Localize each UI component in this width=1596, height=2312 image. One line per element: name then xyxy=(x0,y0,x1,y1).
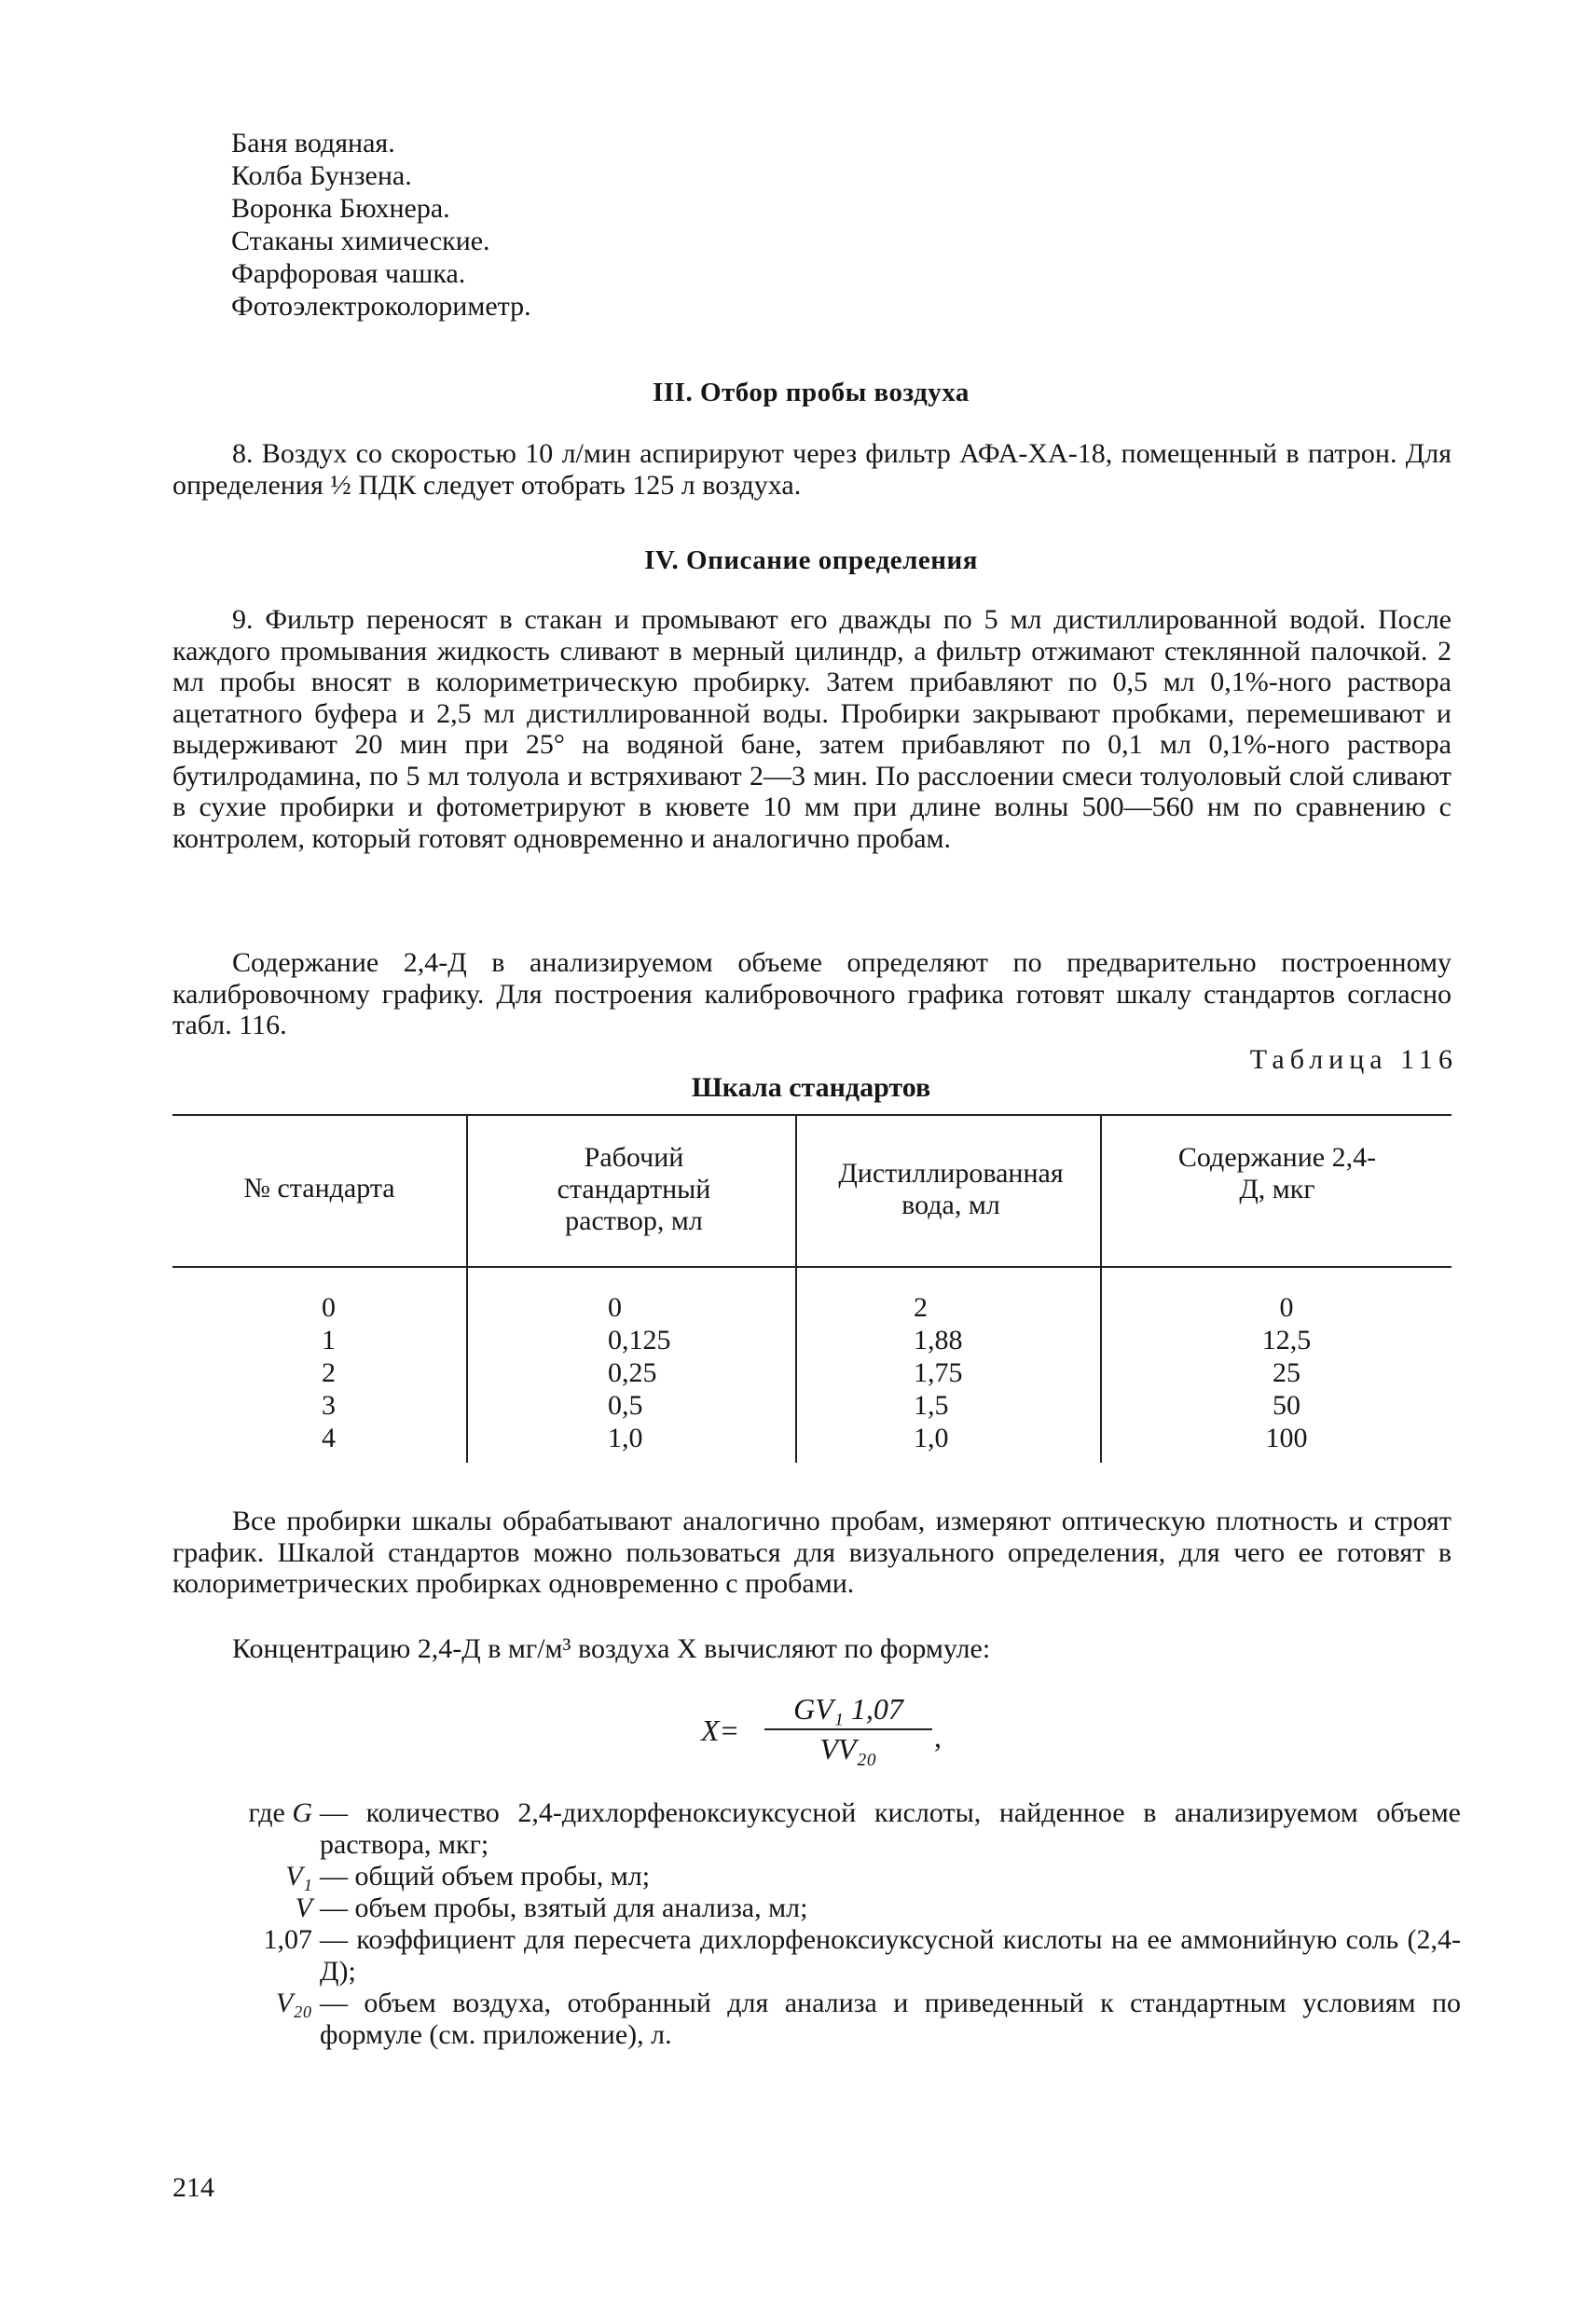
list-item: Колба Бунзена. xyxy=(231,160,412,191)
formula-numerator: GV₁ 1,07 xyxy=(764,1692,932,1730)
definition-symbol: V xyxy=(295,1892,312,1923)
definition-text: — коэффициент для пересчета дихлорфеноксиуксусной кислоты на ее аммонийную соль (2,4-Д); xyxy=(320,1924,1461,1987)
list-item: Фотоэлектроколориметр. xyxy=(231,291,531,322)
table-header-content: Содержание 2,4-Д, мкг xyxy=(1177,1142,1377,1204)
definition-symbol: V₁ xyxy=(285,1861,312,1892)
formula-denominator: VV₂₀ xyxy=(819,1732,877,1766)
table-title: Шкала стандартов xyxy=(691,1072,931,1103)
formula-lhs: X= xyxy=(701,1713,740,1747)
table-column-solution xyxy=(608,1291,671,1454)
definition-symbol: V₂₀ xyxy=(275,1988,312,2018)
table-label: Таблица 116 xyxy=(1249,1044,1458,1075)
table-header-rule xyxy=(172,1266,1452,1268)
list-item: Стаканы химические. xyxy=(231,226,490,256)
page-number: 214 xyxy=(172,2172,214,2203)
table-header-number: № стандарта xyxy=(243,1173,395,1204)
table-cell: 12,5 xyxy=(1261,1325,1312,1356)
table-cell: 1,88 xyxy=(914,1325,963,1356)
list-item: Баня водяная. xyxy=(231,128,395,158)
definition-text: — общий объем пробы, мл; xyxy=(320,1861,651,1892)
table-cell: 0 xyxy=(608,1292,622,1323)
table-cell: 1,0 xyxy=(914,1423,949,1453)
table-header-solution: Рабочий стандартный раствор, мл xyxy=(557,1142,711,1236)
table-column-content xyxy=(1240,1291,1333,1454)
list-item: Фарфоровая чашка. xyxy=(231,258,466,289)
paragraph-formula-intro: Концентрацию 2,4-Д в мг/м³ воздуха X вычисляют по формуле: xyxy=(232,1633,991,1664)
definition-prefix: где xyxy=(248,1797,285,1828)
definition-symbol: 1,07 xyxy=(263,1924,312,1955)
section-4-heading: IV. Описание определения xyxy=(644,545,978,575)
paragraph-content: Содержание 2,4-Д в анализируемом объеме определяют по предварительно построенному калибровочному графику. Для построения калибровочного графика готовят шкалу стандартов согласно табл. 116. xyxy=(172,947,1452,1040)
table-cell: 3 xyxy=(322,1390,336,1421)
table-cell: 2 xyxy=(914,1292,928,1323)
table-top-rule xyxy=(172,1114,1452,1116)
table-cell: 0,25 xyxy=(608,1357,657,1388)
list-item: Воронка Бюхнера. xyxy=(231,193,450,224)
table-cell: 1,75 xyxy=(914,1357,963,1388)
paragraph-8: 8. Воздух со скоростью 10 л/мин аспирируют через фильтр АФА-ХА-18, помещенный в патрон. Для определения ½ ПДК следует отобрать 125 л воздуха. xyxy=(172,438,1452,501)
table-column-number xyxy=(280,1291,336,1454)
definition-text: — объем воздуха, отобранный для анализа и приведенный к стандартным условиям по формуле (см. приложение), л. xyxy=(320,1988,1461,2050)
table-column-divider xyxy=(795,1116,797,1463)
table-cell: 1 xyxy=(322,1325,336,1356)
table-cell: 1,0 xyxy=(608,1423,643,1453)
paragraph-after-table: Все пробирки шкалы обрабатывают аналогично пробам, измеряют оптическую плотность и строят график. Шкалой стандартов можно пользоваться для визуального определения, для чего ее готовят в колориметрических пробирках одновременно с пробами. xyxy=(172,1506,1452,1599)
table-cell: 1,5 xyxy=(914,1390,949,1421)
table-cell: 100 xyxy=(1265,1423,1308,1453)
table-cell: 0 xyxy=(322,1292,336,1323)
formula-fraction xyxy=(764,1692,932,1767)
paragraph-9: 9. Фильтр переносят в стакан и промывают его дважды по 5 мл дистиллированной водой. После каждого промывания жидкость сливают в мерный цилиндр, а фильтр отжимают стеклянной палочкой. 2 мл пробы вносят в колориметрическую пробирку. Затем прибавляют по 0,5 мл 0,1%-ного раствора ацетатного буфера и 2,5 мл дистиллированной воды. Пробирки закрывают пробками, перемешивают и выдерживают 20 мин при 25° на водяной бане, затем прибавляют по 0,1 мл 0,1%-ного раствора бутилродамина, по 5 мл толуола и встряхивают 2—3 мин. По расслоении смеси толуоловый слой сливают в сухие пробирки и фотометрируют в кювете 10 мм при длине волны 500—560 нм по сравнению с контролем, который готовят одновременно и аналогично пробам. xyxy=(172,604,1452,854)
table-column-divider xyxy=(466,1116,468,1463)
definition-text: — количество 2,4-дихлорфеноксиуксусной кислоты, найденное в анализируемом объеме раствора, мкг; xyxy=(320,1797,1461,1860)
table-cell: 0,125 xyxy=(608,1325,671,1356)
equipment-list xyxy=(231,127,531,323)
table-column-divider xyxy=(1100,1116,1102,1463)
table-cell: 50 xyxy=(1273,1390,1300,1421)
table-cell: 4 xyxy=(322,1423,336,1453)
table-column-water xyxy=(914,1291,963,1454)
table-cell: 2 xyxy=(322,1357,336,1388)
table-cell: 0 xyxy=(1279,1292,1294,1323)
table-header-water: Дистиллированная вода, мл xyxy=(838,1158,1064,1220)
table-cell: 25 xyxy=(1273,1357,1300,1388)
formula-comma: , xyxy=(934,1720,942,1754)
table-cell: 0,5 xyxy=(608,1390,643,1421)
definition-symbol: G xyxy=(292,1797,312,1828)
definition-text: — объем пробы, взятый для анализа, мл; xyxy=(320,1892,808,1923)
section-3-heading: III. Отбор пробы воздуха xyxy=(653,378,970,407)
